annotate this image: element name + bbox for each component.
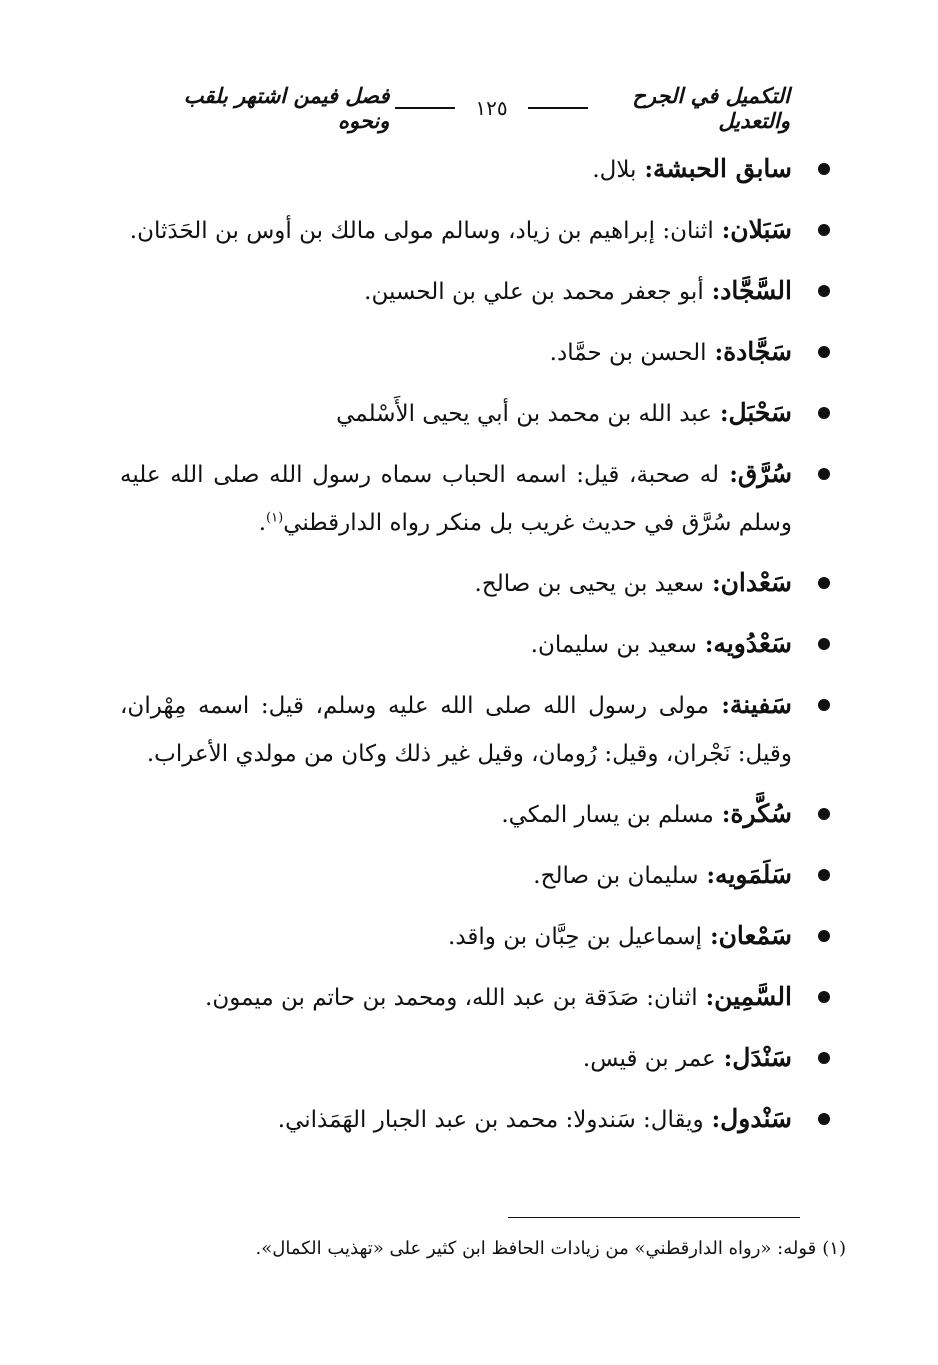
section-title: فصل فيمن اشتهر بلقب ونحوه — [183, 83, 390, 133]
entry-term: السَّمِين — [714, 982, 792, 1011]
footnote — [120, 1232, 846, 1266]
term-separator: : — [719, 461, 738, 488]
list-item — [120, 450, 830, 547]
term-separator: : — [696, 631, 714, 658]
header-dash — [395, 107, 455, 109]
entry-term: سُرَّق — [737, 459, 793, 488]
sentence-end: . — [258, 510, 267, 536]
term-separator: : — [709, 692, 730, 719]
footnote-reference[interactable]: (١) — [266, 510, 284, 526]
running-header — [170, 83, 790, 133]
list-item — [120, 973, 830, 1022]
entry-term: سَنْدول — [720, 1104, 792, 1133]
bullet-icon — [818, 468, 830, 480]
footnote-marker: (١) — [822, 1238, 846, 1259]
term-separator: : — [703, 1106, 721, 1133]
term-separator: : — [698, 862, 716, 889]
footnote-text: قوله: «رواه الدارقطني» من زيادات الحافظ ابن كثير على «تهذيب الكمال». — [255, 1238, 817, 1259]
book-title: التكميل في الجرح والتعديل — [632, 83, 790, 133]
term-separator: : — [706, 339, 724, 366]
entry-text: سليمان بن صالح. — [533, 863, 699, 889]
entry-text: اثنان: إبراهيم بن زياد، وسالم مولى مالك بن أوس بن الحَدَثان. — [129, 218, 714, 244]
header-dash — [528, 107, 588, 109]
bullet-icon — [818, 991, 830, 1003]
entry-term: السَّجَّاد — [720, 276, 792, 305]
entry-term: سَلَمَويه — [715, 860, 792, 889]
bullet-icon — [818, 638, 830, 650]
entry-term: سَبَلان — [730, 215, 792, 244]
entry-term: سابق الحبشة — [652, 154, 792, 183]
bullet-icon — [818, 1052, 830, 1064]
entry-text: اثنان: صَدَقة بن عبد الله، ومحمد بن حاتم بن ميمون. — [205, 985, 698, 1011]
bullet-icon — [818, 346, 830, 358]
term-separator: : — [713, 801, 731, 828]
entry-text: أبو جعفر محمد بن علي بن الحسين. — [364, 279, 704, 305]
bullet-icon — [818, 808, 830, 820]
entry-term: سَنْدَل — [732, 1043, 792, 1072]
term-separator: : — [703, 278, 721, 305]
list-item — [120, 851, 830, 900]
entry-text: عمر بن قيس. — [582, 1046, 716, 1072]
entry-term: سُكَّرة — [730, 799, 792, 828]
entry-text: مولى رسول الله صلى الله عليه وسلم، قيل: اسمه مِهْران، وقيل: نَجْران، وقيل: رُومان، وقيل غير ذلك وكان من مولدي الأعراب. — [120, 693, 792, 767]
entry-text: إسماعيل بن حِبَّان بن واقد. — [448, 924, 703, 950]
bullet-icon — [818, 699, 830, 711]
list-item — [120, 620, 830, 669]
term-separator: : — [636, 156, 653, 183]
entry-term: سَمْعان — [718, 921, 792, 950]
entry-text: عبد الله بن محمد بن أبي يحيى الأَسْلمي — [336, 401, 712, 427]
entry-text: سعيد بن سليمان. — [530, 632, 697, 658]
term-separator: : — [704, 570, 721, 597]
entry-text: مسلم بن يسار المكي. — [501, 802, 714, 828]
list-item — [120, 389, 830, 438]
entry-text: الحسن بن حمَّاد. — [549, 340, 707, 366]
list-item — [120, 328, 830, 377]
list-item — [120, 267, 830, 316]
term-separator: : — [697, 984, 715, 1011]
list-item — [120, 790, 830, 839]
term-separator: : — [702, 923, 719, 950]
bullet-icon — [818, 930, 830, 942]
bullet-icon — [818, 224, 830, 236]
term-separator: : — [715, 1045, 733, 1072]
entry-text: له صحبة، قيل: اسمه الحباب سماه رسول الله صلى الله عليه وسلم سُرَّق في حديث غريب بل منكر رواه الدارقطني — [120, 462, 792, 536]
entry-term: سَفينة — [729, 690, 792, 719]
bullet-icon — [818, 1113, 830, 1125]
bullet-icon — [818, 163, 830, 175]
entry-term: سَحْبَل — [728, 398, 792, 427]
bullet-icon — [818, 577, 830, 589]
entry-text: ويقال: سَندولا: محمد بن عبد الجبار الهَمَذاني. — [277, 1107, 704, 1133]
entry-term: سَعْدان — [720, 568, 792, 597]
list-item — [120, 1034, 830, 1083]
list-item — [120, 681, 830, 778]
list-item — [120, 206, 830, 255]
bullet-icon — [818, 407, 830, 419]
list-item — [120, 1095, 830, 1144]
term-separator: : — [713, 217, 731, 244]
bullet-icon — [818, 285, 830, 297]
entry-text: سعيد بن يحيى بن صالح. — [474, 571, 705, 597]
entry-list — [120, 145, 830, 1156]
footnote-divider — [508, 1217, 800, 1218]
list-item — [120, 912, 830, 961]
list-item — [120, 559, 830, 608]
entry-term: سَجَّادة — [723, 337, 792, 366]
entry-text: بلال. — [592, 157, 637, 183]
bullet-icon — [818, 869, 830, 881]
page-number: ١٢٥ — [475, 96, 508, 120]
entry-term: سَعْدُويه — [713, 629, 792, 658]
list-item — [120, 145, 830, 194]
term-separator: : — [711, 400, 729, 427]
